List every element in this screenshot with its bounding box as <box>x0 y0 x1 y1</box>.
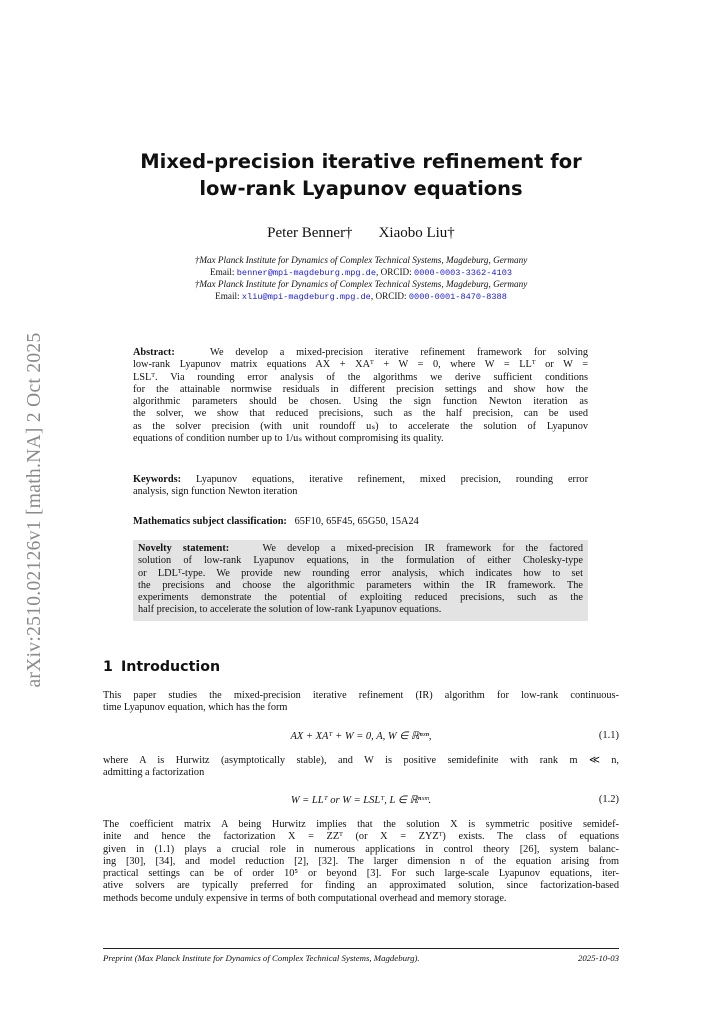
equation-tag: (1.2) <box>598 794 619 805</box>
paragraph-line: This paper studies the mixed-precision iterative refinement (IR) algorithm for low-rank continuous- <box>103 690 619 701</box>
arxiv-stamp-text: arXiv:2510.02126v1 [math.NA] 2 Oct 2025 <box>24 332 45 688</box>
novelty-line: experiments demonstrate the potential of exploiting reduced precisions, such as the <box>138 592 583 604</box>
section-title: Introduction <box>121 659 221 675</box>
msc-value: 65F10, 65F45, 65G50, 15A24 <box>294 516 419 527</box>
orcid-link-benner[interactable]: 0000-0003-3362-4103 <box>414 267 513 278</box>
footer-rule <box>103 948 619 949</box>
paragraph-line: admitting a factorization <box>103 767 205 779</box>
author-list <box>103 225 619 242</box>
footer-date: 2025-10-03 <box>577 953 619 963</box>
paragraph-line: practical settings can be of order 10⁵ or beyond [3]. For such large-scale Lyapunov equations, iter- <box>103 868 619 880</box>
page-footer <box>103 953 619 963</box>
equation-body: W = LLᵀ or W = LSLᵀ, L ∈ ℝⁿˣᵐ. <box>290 795 432 806</box>
paragraph-line: given in (1.1) plays a crucial role in numerous applications in control theory [26], system balanc- <box>103 843 619 855</box>
novelty-line: or LDLᵀ-type. We provide new rounding error analysis, which indicates how to set <box>138 567 583 579</box>
footer-preprint-note: Preprint (Max Planck Institute for Dynamics of Complex Technical Systems, Magdeburg). <box>103 953 420 963</box>
paragraph-line: time Lyapunov equation, which has the form <box>103 702 288 714</box>
paragraph-line: ing [30], [34], and model reduction [2], [32]. The larger dimension n of the equation arising from <box>103 855 619 867</box>
abstract-line: LSLᵀ. Via rounding error analysis of the algorithms we derive sufficient conditions <box>133 371 588 383</box>
novelty-line: Novelty statement: We develop a mixed-precision IR framework for the factored <box>138 543 583 554</box>
abstract-line: algorithmic parameters should be chosen. Using the sign function Newton iteration as <box>133 396 588 408</box>
email-link-liu[interactable]: xliu@mpi-magdeburg.mpg.de <box>241 291 371 302</box>
novelty-line: half precision, to accelerate the solution of low-rank Lyapunov equations. <box>138 604 442 616</box>
keywords <box>133 474 588 499</box>
orcid-link-liu[interactable]: 0000-0001-8470-8388 <box>408 291 507 302</box>
novelty-line: the precisions and choose the algorithmic parameters within the IR framework. The <box>138 579 583 591</box>
author-liu: Xiaobo Liu† <box>378 225 455 241</box>
paragraph-line: The coefficient matrix A being Hurwitz implies that the solution X is symmetric positive semidef- <box>103 819 619 830</box>
orcid-label: ORCID: <box>380 266 412 277</box>
abstract-line: low-rank Lyapunov matrix equations AX + XAᵀ + W = 0, where W = LLᵀ or W = <box>133 359 588 371</box>
contact-line-1: Email: benner@mpi-magdeburg.mpg.de, ORCID: 0000-0003-3362-4103 <box>209 266 513 278</box>
abstract-line: equations of condition number up to 1/uₛ without compromising its quality. <box>133 433 444 445</box>
msc-classification <box>133 516 588 528</box>
orcid-label: ORCID: <box>375 290 407 301</box>
affiliation-1: †Max Planck Institute for Dynamics of Complex Technical Systems, Magdeburg, Germany <box>194 255 528 265</box>
paragraph-line: where A is Hurwitz (asymptotically stable), and W is positive semidefinite with rank m ≪ n, <box>103 755 619 766</box>
abstract-line: the solver, we show that reduced precisions, such as the half precision, can be used <box>133 408 588 420</box>
email-label: Email: <box>209 266 235 277</box>
novelty-label: Novelty statement: <box>138 543 230 554</box>
equation-body: AX + XAᵀ + W = 0, A, W ∈ ℝⁿˣⁿ, <box>290 731 432 742</box>
equation-tag: (1.1) <box>598 730 619 741</box>
section-number: 1 <box>103 659 113 675</box>
affiliations <box>103 255 619 303</box>
intro-paragraph-3 <box>103 819 619 905</box>
affiliation-2: †Max Planck Institute for Dynamics of Complex Technical Systems, Magdeburg, Germany <box>194 279 528 290</box>
title-line-1: Mixed-precision iterative refinement for <box>140 150 582 173</box>
novelty-line: solution of low-rank Lyapunov equations, in the formulation of either Cholesky-type <box>138 555 583 567</box>
email-label: Email: <box>215 290 240 301</box>
title-line-2: low-rank Lyapunov equations <box>199 177 523 200</box>
abstract-line: for the attainable normwise residuals in different precision settings and show how the <box>133 383 588 395</box>
arxiv-identifier <box>20 290 50 730</box>
section-heading-introduction <box>103 659 220 675</box>
contact-line-2: Email: xliu@mpi-magdeburg.mpg.de, ORCID: 0000-0001-8470-8388 <box>215 290 507 302</box>
email-link-benner[interactable]: benner@mpi-magdeburg.mpg.de <box>236 267 376 278</box>
abstract-label: Abstract: <box>133 347 175 358</box>
keywords-line: Keywords: Lyapunov equations, iterative refinement, mixed precision, rounding error <box>133 474 588 485</box>
keywords-line: analysis, sign function Newton iteration <box>133 486 298 498</box>
abstract <box>133 347 588 445</box>
abstract-line: Abstract: We develop a mixed-precision iterative refinement framework for solving <box>133 347 588 358</box>
paragraph-line: ative solvers are typically preferred for finding an approximated solution, since factorization-based <box>103 880 619 892</box>
paper-title <box>103 148 619 202</box>
author-benner: Peter Benner† <box>267 225 353 241</box>
intro-paragraph-1 <box>103 690 619 715</box>
msc-label: Mathematics subject classification: <box>133 516 287 527</box>
paragraph-line: inite and hence the factorization X = ZZᵀ (or X = ZYZᵀ) exists. The class of equations <box>103 831 619 843</box>
paragraph-line: methods become unduly expensive in terms of both computational overhead and memory storage. <box>103 892 507 904</box>
abstract-line: as the solver precision (with unit roundoff uₛ) to accelerate the solution of Lyapunov <box>133 420 588 432</box>
novelty-statement-box <box>133 540 588 621</box>
intro-paragraph-2 <box>103 755 619 780</box>
keywords-label: Keywords: <box>133 474 182 485</box>
